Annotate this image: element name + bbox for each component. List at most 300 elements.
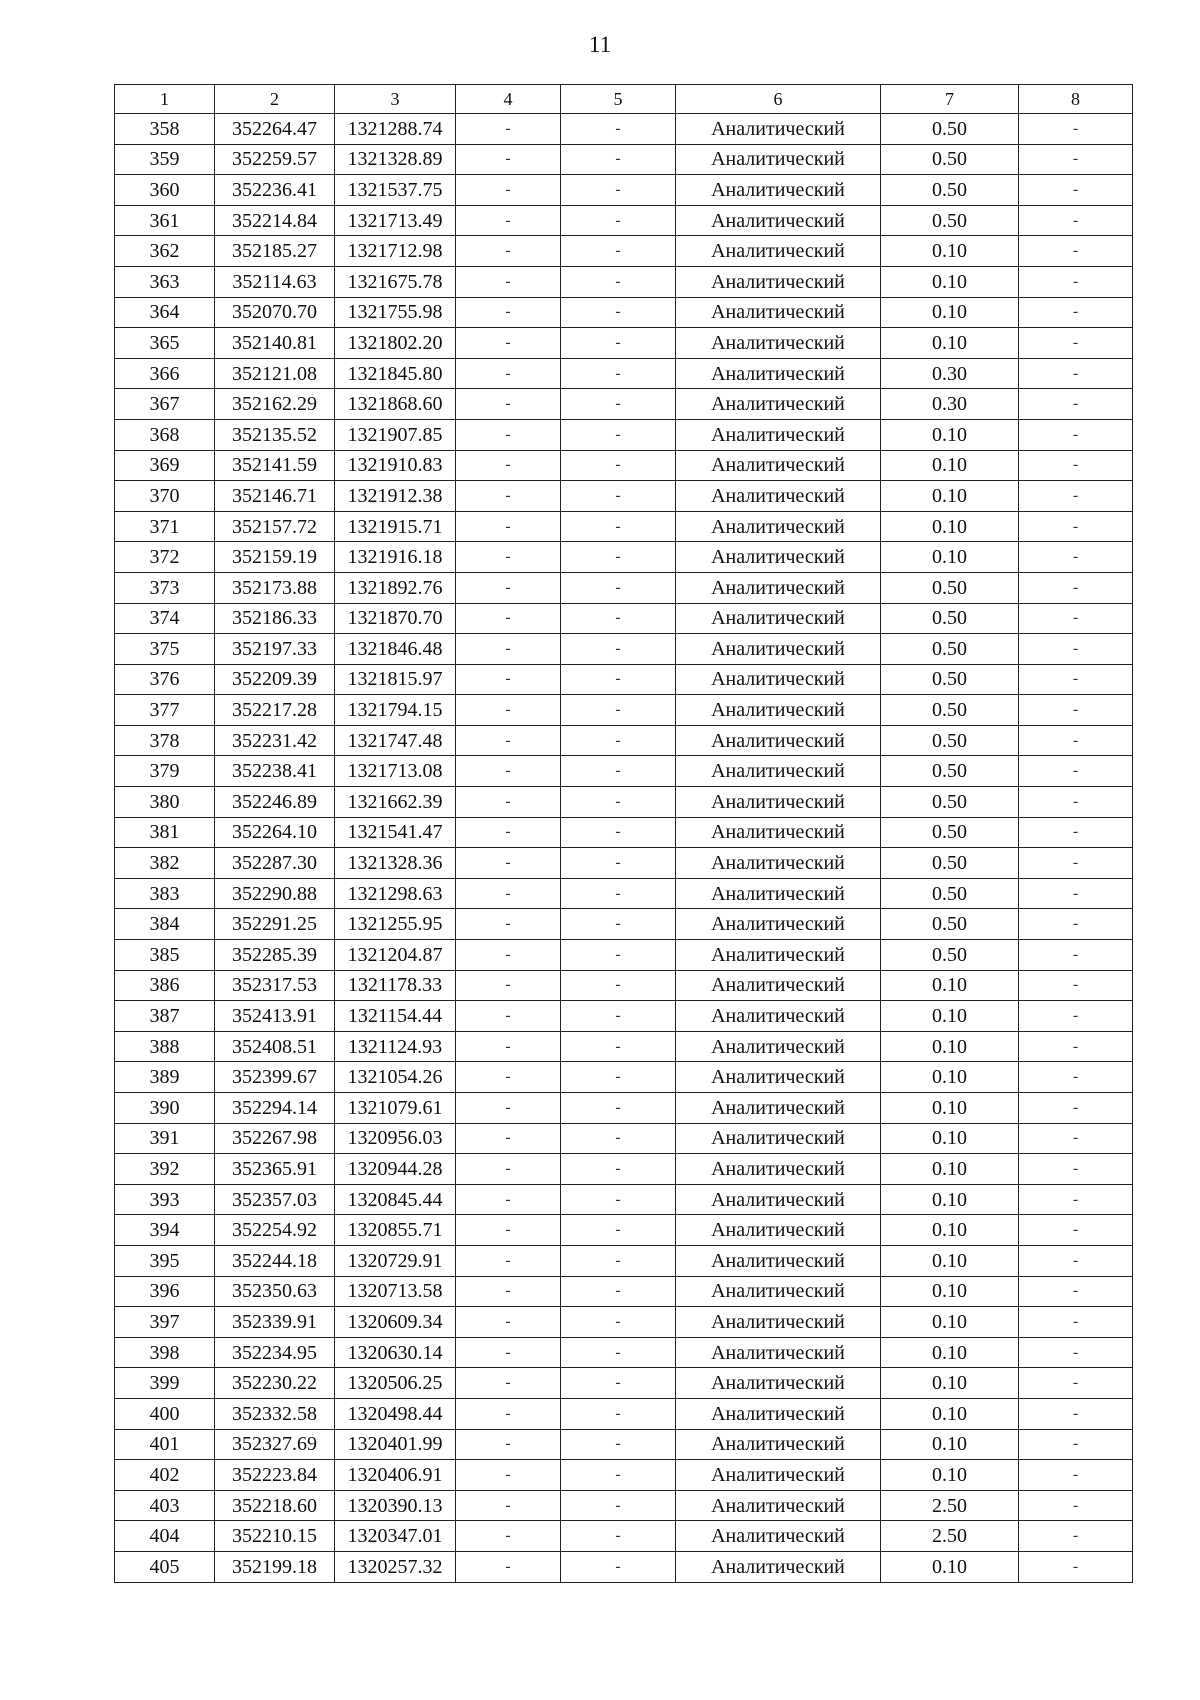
point-number-cell: 403 [115, 1490, 215, 1521]
x-coordinate-cell: 352259.57 [215, 144, 335, 175]
col4-cell: - [456, 114, 561, 145]
x-coordinate-cell: 352146.71 [215, 481, 335, 512]
table-row [115, 328, 1133, 359]
col5-cell: - [561, 756, 676, 787]
col8-cell: - [1019, 572, 1133, 603]
x-coordinate-cell: 352070.70 [215, 297, 335, 328]
column-header: 4 [456, 85, 561, 114]
table-row [115, 1551, 1133, 1582]
x-coordinate-cell: 352210.15 [215, 1521, 335, 1552]
method-cell: Аналитический [676, 266, 881, 297]
col4-cell: - [456, 1337, 561, 1368]
col8-cell: - [1019, 603, 1133, 634]
col4-cell: - [456, 603, 561, 634]
table-row [115, 542, 1133, 573]
y-coordinate-cell: 1320944.28 [335, 1154, 456, 1185]
y-coordinate-cell: 1320257.32 [335, 1551, 456, 1582]
point-number-cell: 362 [115, 236, 215, 267]
col8-cell: - [1019, 1031, 1133, 1062]
point-number-cell: 387 [115, 1001, 215, 1032]
method-cell: Аналитический [676, 787, 881, 818]
table-row [115, 1276, 1133, 1307]
table-row [115, 787, 1133, 818]
point-number-cell: 402 [115, 1460, 215, 1491]
y-coordinate-cell: 1321915.71 [335, 511, 456, 542]
point-number-cell: 391 [115, 1123, 215, 1154]
method-cell: Аналитический [676, 511, 881, 542]
point-number-cell: 377 [115, 695, 215, 726]
column-header: 3 [335, 85, 456, 114]
col8-cell: - [1019, 1154, 1133, 1185]
col4-cell: - [456, 756, 561, 787]
y-coordinate-cell: 1321892.76 [335, 572, 456, 603]
table-row [115, 1307, 1133, 1338]
col8-cell: - [1019, 909, 1133, 940]
method-cell: Аналитический [676, 1490, 881, 1521]
method-cell: Аналитический [676, 114, 881, 145]
table-row [115, 909, 1133, 940]
accuracy-cell: 0.50 [881, 756, 1019, 787]
point-number-cell: 360 [115, 175, 215, 206]
accuracy-cell: 0.50 [881, 817, 1019, 848]
col8-cell: - [1019, 1184, 1133, 1215]
col4-cell: - [456, 1429, 561, 1460]
accuracy-cell: 0.50 [881, 205, 1019, 236]
col5-cell: - [561, 572, 676, 603]
y-coordinate-cell: 1321802.20 [335, 328, 456, 359]
col5-cell: - [561, 725, 676, 756]
y-coordinate-cell: 1320406.91 [335, 1460, 456, 1491]
table-row [115, 1337, 1133, 1368]
col5-cell: - [561, 1368, 676, 1399]
table-row [115, 695, 1133, 726]
accuracy-cell: 0.10 [881, 1429, 1019, 1460]
method-cell: Аналитический [676, 1429, 881, 1460]
column-header: 7 [881, 85, 1019, 114]
point-number-cell: 393 [115, 1184, 215, 1215]
col4-cell: - [456, 419, 561, 450]
table-row [115, 1031, 1133, 1062]
accuracy-cell: 0.10 [881, 1337, 1019, 1368]
x-coordinate-cell: 352357.03 [215, 1184, 335, 1215]
accuracy-cell: 0.10 [881, 511, 1019, 542]
col4-cell: - [456, 817, 561, 848]
point-number-cell: 405 [115, 1551, 215, 1582]
accuracy-cell: 0.50 [881, 664, 1019, 695]
accuracy-cell: 0.10 [881, 1001, 1019, 1032]
col8-cell: - [1019, 634, 1133, 665]
accuracy-cell: 0.10 [881, 970, 1019, 1001]
point-number-cell: 395 [115, 1245, 215, 1276]
col5-cell: - [561, 1398, 676, 1429]
point-number-cell: 370 [115, 481, 215, 512]
method-cell: Аналитический [676, 1215, 881, 1246]
point-number-cell: 372 [115, 542, 215, 573]
column-header: 1 [115, 85, 215, 114]
table-row [115, 634, 1133, 665]
table-row [115, 1154, 1133, 1185]
method-cell: Аналитический [676, 664, 881, 695]
col4-cell: - [456, 236, 561, 267]
table-row [115, 1123, 1133, 1154]
y-coordinate-cell: 1321713.08 [335, 756, 456, 787]
method-cell: Аналитический [676, 1062, 881, 1093]
col5-cell: - [561, 205, 676, 236]
y-coordinate-cell: 1321675.78 [335, 266, 456, 297]
col5-cell: - [561, 328, 676, 359]
method-cell: Аналитический [676, 1460, 881, 1491]
x-coordinate-cell: 352408.51 [215, 1031, 335, 1062]
accuracy-cell: 0.50 [881, 144, 1019, 175]
col8-cell: - [1019, 358, 1133, 389]
x-coordinate-cell: 352413.91 [215, 1001, 335, 1032]
col5-cell: - [561, 297, 676, 328]
x-coordinate-cell: 352399.67 [215, 1062, 335, 1093]
accuracy-cell: 0.10 [881, 328, 1019, 359]
col4-cell: - [456, 1093, 561, 1124]
point-number-cell: 361 [115, 205, 215, 236]
table-row [115, 236, 1133, 267]
y-coordinate-cell: 1320506.25 [335, 1368, 456, 1399]
y-coordinate-cell: 1321907.85 [335, 419, 456, 450]
point-number-cell: 388 [115, 1031, 215, 1062]
col4-cell: - [456, 481, 561, 512]
col4-cell: - [456, 634, 561, 665]
col5-cell: - [561, 419, 676, 450]
x-coordinate-cell: 352209.39 [215, 664, 335, 695]
y-coordinate-cell: 1321288.74 [335, 114, 456, 145]
table-row [115, 970, 1133, 1001]
x-coordinate-cell: 352197.33 [215, 634, 335, 665]
col4-cell: - [456, 1490, 561, 1521]
x-coordinate-cell: 352214.84 [215, 205, 335, 236]
col8-cell: - [1019, 1093, 1133, 1124]
method-cell: Аналитический [676, 695, 881, 726]
point-number-cell: 374 [115, 603, 215, 634]
page-number: 11 [588, 32, 612, 57]
x-coordinate-cell: 352327.69 [215, 1429, 335, 1460]
accuracy-cell: 0.10 [881, 297, 1019, 328]
point-number-cell: 384 [115, 909, 215, 940]
method-cell: Аналитический [676, 940, 881, 971]
col4-cell: - [456, 695, 561, 726]
x-coordinate-cell: 352223.84 [215, 1460, 335, 1491]
col5-cell: - [561, 236, 676, 267]
col8-cell: - [1019, 205, 1133, 236]
accuracy-cell: 0.10 [881, 236, 1019, 267]
accuracy-cell: 0.50 [881, 695, 1019, 726]
col5-cell: - [561, 1031, 676, 1062]
x-coordinate-cell: 352135.52 [215, 419, 335, 450]
col4-cell: - [456, 664, 561, 695]
col8-cell: - [1019, 481, 1133, 512]
table-row [115, 1093, 1133, 1124]
y-coordinate-cell: 1321713.49 [335, 205, 456, 236]
col8-cell: - [1019, 695, 1133, 726]
point-number-cell: 386 [115, 970, 215, 1001]
accuracy-cell: 2.50 [881, 1521, 1019, 1552]
x-coordinate-cell: 352173.88 [215, 572, 335, 603]
table-row [115, 664, 1133, 695]
point-number-cell: 383 [115, 878, 215, 909]
y-coordinate-cell: 1321912.38 [335, 481, 456, 512]
col5-cell: - [561, 1245, 676, 1276]
y-coordinate-cell: 1321662.39 [335, 787, 456, 818]
col8-cell: - [1019, 328, 1133, 359]
y-coordinate-cell: 1320956.03 [335, 1123, 456, 1154]
col5-cell: - [561, 1093, 676, 1124]
method-cell: Аналитический [676, 144, 881, 175]
y-coordinate-cell: 1321747.48 [335, 725, 456, 756]
table-row [115, 511, 1133, 542]
column-header: 2 [215, 85, 335, 114]
method-cell: Аналитический [676, 542, 881, 573]
method-cell: Аналитический [676, 878, 881, 909]
method-cell: Аналитический [676, 725, 881, 756]
method-cell: Аналитический [676, 756, 881, 787]
method-cell: Аналитический [676, 419, 881, 450]
point-number-cell: 380 [115, 787, 215, 818]
col5-cell: - [561, 144, 676, 175]
y-coordinate-cell: 1321541.47 [335, 817, 456, 848]
method-cell: Аналитический [676, 1123, 881, 1154]
table-row [115, 144, 1133, 175]
x-coordinate-cell: 352157.72 [215, 511, 335, 542]
method-cell: Аналитический [676, 1337, 881, 1368]
method-cell: Аналитический [676, 1276, 881, 1307]
col8-cell: - [1019, 1460, 1133, 1491]
col4-cell: - [456, 511, 561, 542]
x-coordinate-cell: 352236.41 [215, 175, 335, 206]
table-row [115, 1215, 1133, 1246]
table-row [115, 205, 1133, 236]
y-coordinate-cell: 1321712.98 [335, 236, 456, 267]
column-header: 8 [1019, 85, 1133, 114]
y-coordinate-cell: 1320401.99 [335, 1429, 456, 1460]
col5-cell: - [561, 664, 676, 695]
table-row [115, 1001, 1133, 1032]
method-cell: Аналитический [676, 481, 881, 512]
col4-cell: - [456, 787, 561, 818]
method-cell: Аналитический [676, 205, 881, 236]
method-cell: Аналитический [676, 1398, 881, 1429]
x-coordinate-cell: 352350.63 [215, 1276, 335, 1307]
x-coordinate-cell: 352159.19 [215, 542, 335, 573]
table-row [115, 175, 1133, 206]
col8-cell: - [1019, 175, 1133, 206]
y-coordinate-cell: 1321794.15 [335, 695, 456, 726]
col8-cell: - [1019, 1398, 1133, 1429]
col8-cell: - [1019, 511, 1133, 542]
x-coordinate-cell: 352162.29 [215, 389, 335, 420]
col5-cell: - [561, 266, 676, 297]
column-header: 5 [561, 85, 676, 114]
col8-cell: - [1019, 1245, 1133, 1276]
method-cell: Аналитический [676, 1245, 881, 1276]
col4-cell: - [456, 1276, 561, 1307]
point-number-cell: 371 [115, 511, 215, 542]
x-coordinate-cell: 352231.42 [215, 725, 335, 756]
col5-cell: - [561, 634, 676, 665]
col5-cell: - [561, 1429, 676, 1460]
table-row [115, 389, 1133, 420]
accuracy-cell: 0.50 [881, 725, 1019, 756]
point-number-cell: 398 [115, 1337, 215, 1368]
table-row [115, 1429, 1133, 1460]
table-header-row [115, 85, 1133, 114]
method-cell: Аналитический [676, 817, 881, 848]
accuracy-cell: 0.10 [881, 1276, 1019, 1307]
col4-cell: - [456, 1184, 561, 1215]
col8-cell: - [1019, 1337, 1133, 1368]
accuracy-cell: 0.10 [881, 542, 1019, 573]
col5-cell: - [561, 940, 676, 971]
col5-cell: - [561, 450, 676, 481]
x-coordinate-cell: 352254.92 [215, 1215, 335, 1246]
x-coordinate-cell: 352290.88 [215, 878, 335, 909]
col4-cell: - [456, 1154, 561, 1185]
col8-cell: - [1019, 725, 1133, 756]
accuracy-cell: 0.50 [881, 114, 1019, 145]
x-coordinate-cell: 352332.58 [215, 1398, 335, 1429]
table-row [115, 419, 1133, 450]
col5-cell: - [561, 1307, 676, 1338]
table-row [115, 297, 1133, 328]
col8-cell: - [1019, 848, 1133, 879]
method-cell: Аналитический [676, 572, 881, 603]
col8-cell: - [1019, 389, 1133, 420]
x-coordinate-cell: 352217.28 [215, 695, 335, 726]
col4-cell: - [456, 542, 561, 573]
col4-cell: - [456, 1521, 561, 1552]
col8-cell: - [1019, 297, 1133, 328]
y-coordinate-cell: 1320729.91 [335, 1245, 456, 1276]
y-coordinate-cell: 1321755.98 [335, 297, 456, 328]
x-coordinate-cell: 352339.91 [215, 1307, 335, 1338]
col5-cell: - [561, 817, 676, 848]
y-coordinate-cell: 1321537.75 [335, 175, 456, 206]
col5-cell: - [561, 1123, 676, 1154]
method-cell: Аналитический [676, 1154, 881, 1185]
method-cell: Аналитический [676, 1521, 881, 1552]
accuracy-cell: 0.50 [881, 603, 1019, 634]
x-coordinate-cell: 352291.25 [215, 909, 335, 940]
x-coordinate-cell: 352234.95 [215, 1337, 335, 1368]
point-number-cell: 358 [115, 114, 215, 145]
col8-cell: - [1019, 236, 1133, 267]
col8-cell: - [1019, 1368, 1133, 1399]
col4-cell: - [456, 1123, 561, 1154]
col8-cell: - [1019, 1551, 1133, 1582]
coordinates-table [114, 84, 1133, 1583]
y-coordinate-cell: 1321328.36 [335, 848, 456, 879]
accuracy-cell: 0.10 [881, 266, 1019, 297]
col4-cell: - [456, 1031, 561, 1062]
method-cell: Аналитический [676, 328, 881, 359]
point-number-cell: 366 [115, 358, 215, 389]
col8-cell: - [1019, 1521, 1133, 1552]
x-coordinate-cell: 352141.59 [215, 450, 335, 481]
point-number-cell: 365 [115, 328, 215, 359]
col5-cell: - [561, 1154, 676, 1185]
accuracy-cell: 0.10 [881, 450, 1019, 481]
accuracy-cell: 0.10 [881, 1551, 1019, 1582]
table-row [115, 572, 1133, 603]
point-number-cell: 375 [115, 634, 215, 665]
table-row [115, 878, 1133, 909]
accuracy-cell: 0.10 [881, 1460, 1019, 1491]
col5-cell: - [561, 1001, 676, 1032]
col8-cell: - [1019, 1490, 1133, 1521]
col5-cell: - [561, 787, 676, 818]
y-coordinate-cell: 1321846.48 [335, 634, 456, 665]
y-coordinate-cell: 1320347.01 [335, 1521, 456, 1552]
col5-cell: - [561, 358, 676, 389]
col8-cell: - [1019, 940, 1133, 971]
table-row [115, 1490, 1133, 1521]
x-coordinate-cell: 352185.27 [215, 236, 335, 267]
table-row [115, 1521, 1133, 1552]
point-number-cell: 359 [115, 144, 215, 175]
table-row [115, 1398, 1133, 1429]
col4-cell: - [456, 1245, 561, 1276]
col5-cell: - [561, 1551, 676, 1582]
col8-cell: - [1019, 450, 1133, 481]
point-number-cell: 378 [115, 725, 215, 756]
col8-cell: - [1019, 1123, 1133, 1154]
col4-cell: - [456, 940, 561, 971]
col4-cell: - [456, 1001, 561, 1032]
col5-cell: - [561, 389, 676, 420]
table-row [115, 114, 1133, 145]
method-cell: Аналитический [676, 1031, 881, 1062]
y-coordinate-cell: 1320713.58 [335, 1276, 456, 1307]
accuracy-cell: 0.50 [881, 878, 1019, 909]
col4-cell: - [456, 358, 561, 389]
accuracy-cell: 0.10 [881, 419, 1019, 450]
col8-cell: - [1019, 1215, 1133, 1246]
col8-cell: - [1019, 1001, 1133, 1032]
col4-cell: - [456, 970, 561, 1001]
method-cell: Аналитический [676, 1368, 881, 1399]
y-coordinate-cell: 1321124.93 [335, 1031, 456, 1062]
col5-cell: - [561, 695, 676, 726]
accuracy-cell: 0.10 [881, 1398, 1019, 1429]
x-coordinate-cell: 352287.30 [215, 848, 335, 879]
column-header: 6 [676, 85, 881, 114]
table-row [115, 1184, 1133, 1215]
point-number-cell: 364 [115, 297, 215, 328]
x-coordinate-cell: 352238.41 [215, 756, 335, 787]
col8-cell: - [1019, 1429, 1133, 1460]
point-number-cell: 373 [115, 572, 215, 603]
accuracy-cell: 0.50 [881, 175, 1019, 206]
y-coordinate-cell: 1321870.70 [335, 603, 456, 634]
method-cell: Аналитический [676, 297, 881, 328]
table-row [115, 1368, 1133, 1399]
accuracy-cell: 0.50 [881, 634, 1019, 665]
col4-cell: - [456, 1215, 561, 1246]
accuracy-cell: 0.50 [881, 940, 1019, 971]
point-number-cell: 367 [115, 389, 215, 420]
y-coordinate-cell: 1321910.83 [335, 450, 456, 481]
col4-cell: - [456, 205, 561, 236]
point-number-cell: 369 [115, 450, 215, 481]
accuracy-cell: 0.10 [881, 1062, 1019, 1093]
accuracy-cell: 0.50 [881, 909, 1019, 940]
x-coordinate-cell: 352267.98 [215, 1123, 335, 1154]
accuracy-cell: 0.10 [881, 1184, 1019, 1215]
